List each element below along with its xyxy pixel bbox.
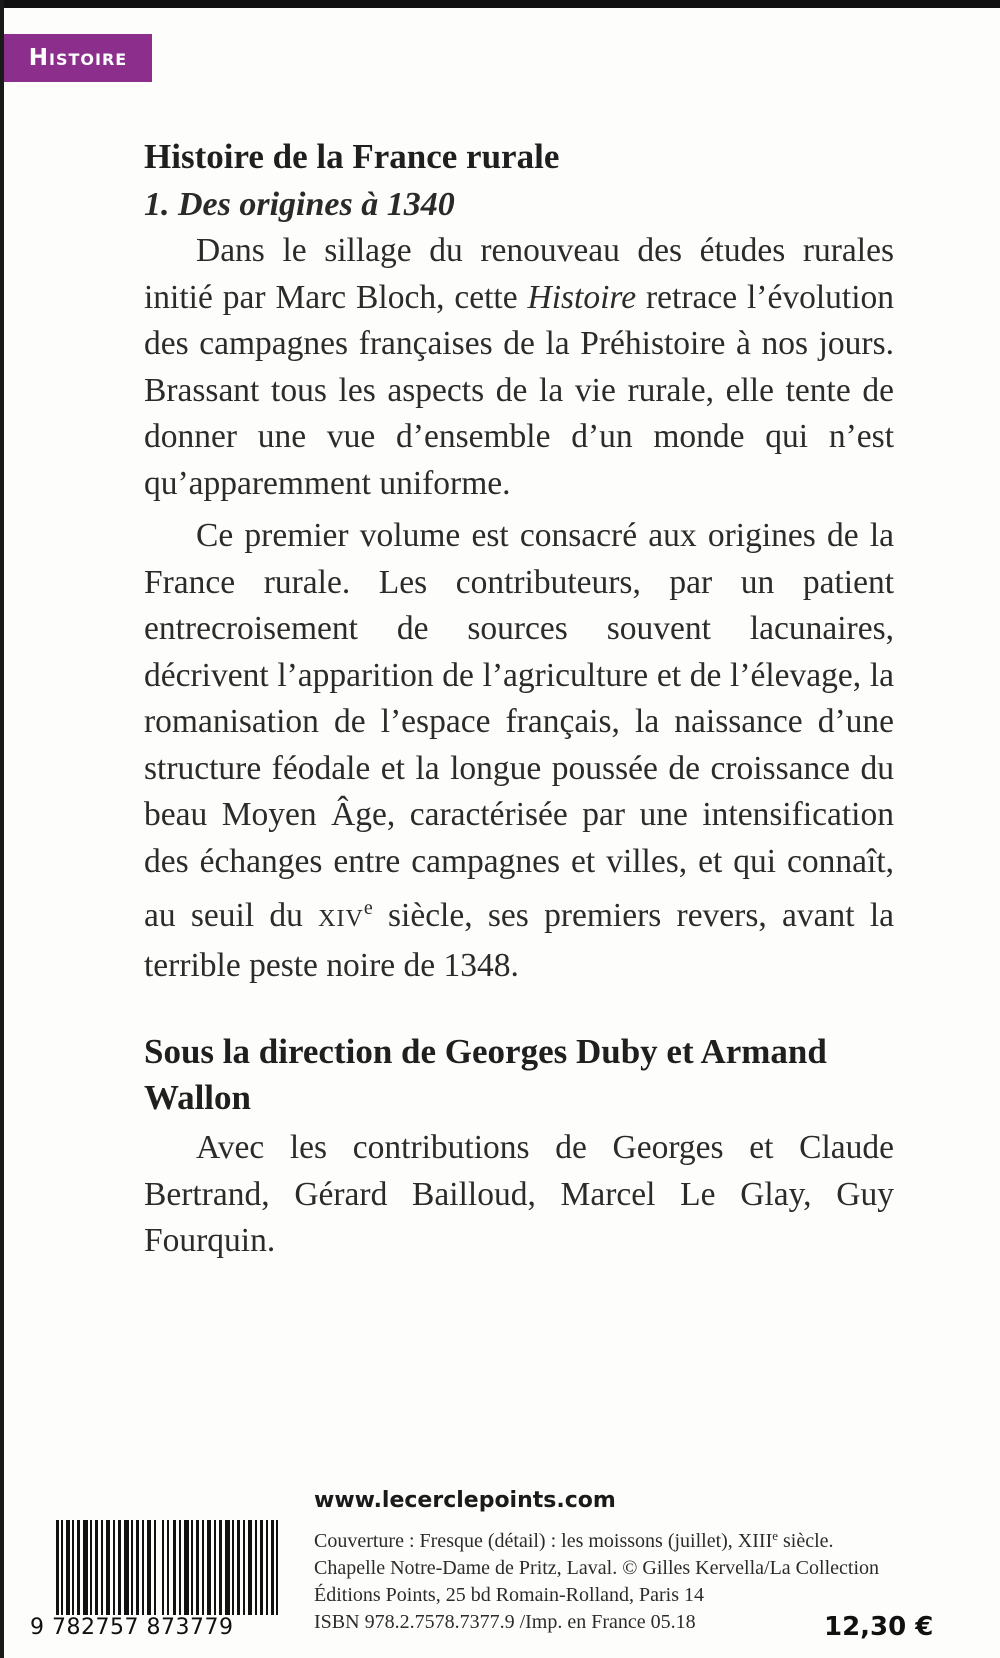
barcode-digits: 9 782757 873779 (30, 1615, 300, 1640)
book-subtitle: 1. Des origines à 1340 (144, 186, 455, 223)
credit-line: Chapelle Notre-Dame de Pritz, Laval. © Gilles Kervella/La Collection (314, 1557, 879, 1579)
left-edge-shadow (0, 0, 4, 1658)
description-italic: Histoire (527, 278, 637, 316)
credit-text: Couverture : Fresque (détail) : les moissons (juillet), XIII (314, 1530, 773, 1552)
contributors-text: Avec les contributions de Georges et Claude Bertrand, Gérard Bailloud, Marcel Le Glay, Guy Fourquin. (144, 1129, 894, 1259)
price-label: 12,30 € (824, 1612, 934, 1642)
description-text: Dans le sillage du renouveau des études rurales initié par Marc Bloch, cette (144, 232, 894, 316)
publisher-website: www.lecerclepoints.com (314, 1488, 616, 1513)
isbn-line: ISBN 978.2.7578.7377.9 /Imp. en France 05.18 (314, 1611, 696, 1633)
book-title: Histoire de la France rurale (144, 137, 560, 176)
century-numeral: XIV (318, 906, 364, 932)
description-paragraph-2 (144, 513, 894, 989)
credit-text: siècle. (778, 1530, 834, 1552)
description-text: retrace l’évolution des campagnes françaises de la Préhistoire à nos jours. Brassant tous les aspects de la vie rurale, elle tente de donner une vue d’ensemble d’un monde qui n’est qu’apparemment uniforme. (144, 278, 895, 502)
credit-line: Éditions Points, 25 bd Romain-Rolland, Paris 14 (314, 1584, 705, 1606)
category-tag: Histoire (4, 34, 152, 82)
back-cover-text (144, 132, 894, 1265)
editors-heading: Sous la direction de Georges Duby et Armand Wallon (144, 1032, 827, 1117)
credit-superscript: e (772, 1528, 779, 1543)
description-text: siècle, ses premiers revers, avant la terrible peste noire de 1348. (144, 897, 894, 984)
description-paragraph-1 (144, 228, 894, 507)
top-edge-shadow (0, 0, 1000, 8)
description-text: Ce premier volume est consacré aux origines de la France rurale. Les contributeurs, par un patient entrecroisement de sources souvent lacunaires, décrivent l’apparition de l’agriculture et de l’élevage, la romanisation de l’espace français, la naissance d’une structure féodale et la longue poussée de croissance du beau Moyen Âge, caractérisée par une intensification des échanges entre campagnes et villes, et qui connaît, au seuil du (144, 517, 894, 934)
century-superscript: e (363, 897, 373, 919)
credit-line (314, 1522, 934, 1555)
